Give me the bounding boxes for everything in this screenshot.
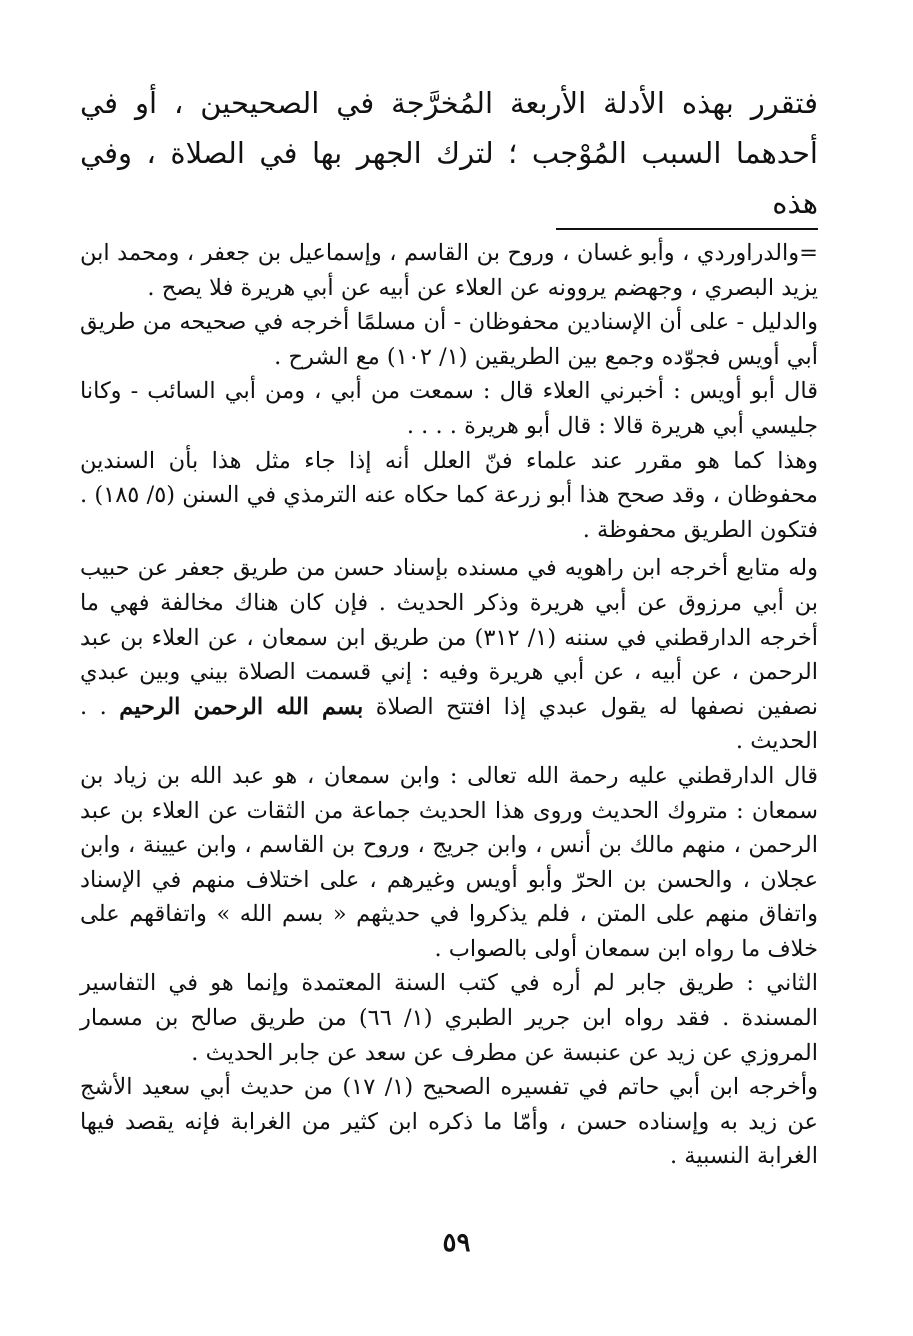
page-number: ٥٩ (442, 1228, 471, 1258)
footnote-paragraph-abu-uways: قال أبو أويس : أخبرني العلاء قال : سمعت من أبي ، ومن أبي السائب - وكانا جليسي أبي هريرة قالا : قال أبو هريرة . . . . (80, 378, 818, 439)
footnote-paragraph-narrators: =والدراوردي ، وأبو غسان ، وروح بن القاسم ، وإسماعيل بن جعفر ، ومحمد ابن يزيد البصري ، وجهضم يروونه عن العلاء عن أبيه عن أبي هريرة فلا يصح . (80, 240, 818, 301)
book-page (80, 78, 818, 1278)
footnote-paragraph-jabir: الثاني : طريق جابر لم أره في كتب السنة المعتمدة وإنما هو في التفاسير المسندة . فقد رواه ابن جرير الطبري (١/ ٦٦) من طريق صالح بن مسمار المروزي عن زيد عن عنبسة عن مطرف عن سعد عن جابر الحديث . (80, 970, 819, 1066)
footnote-paragraph-daraqutni: قال الدارقطني عليه رحمة الله تعالى : وابن سمعان ، هو عبد الله بن زياد بن سمعان : متروك الحديث وروى هذا الحديث جماعة من الثقات عن العلاء بن عبد الرحمن ، منهم مالك بن أنس ، وابن جريج ، وروح بن القاسم ، وابن عيينة ، وابن عجلان ، والحسن بن الحرّ وأبو أويس وغيرهم ، على اختلاف منهم في الإسناد واتفاق منهم على المتن ، فلم يذكروا في حديثهم « بسم الله » واتفاقهم على خلاف ما رواه ابن سمعان أولى بالصواب . (80, 762, 818, 962)
footnote-paragraph-evidence: والدليل - على أن الإسنادين محفوظان - أن مسلمًا أخرجه في صحيحه من طريق أبي أويس فجوّده وجمع بين الطريقين (١/ ١٠٢) مع الشرح . (80, 309, 818, 370)
footnotes-section (80, 236, 818, 1174)
footnote-text-before-basmala: وله متابع أخرجه ابن راهويه في مسنده بإسناد حسن من طريق جعفر عن حبيب بن أبي مرزوق عن أبي هريرة وذكر الحديث . فإن كان هناك مخالفة فهي ما أخرجه الدارقطني في سننه (١/ ٣١٢) من طريق ابن سمعان ، عن العلاء بن عبد الرحمن ، عن أبيه ، عن أبي هريرة وفيه : إني قسمت الصلاة بيني وبين عبدي نصفين نصفها له يقول عبدي إذا افتتح الصلاة (80, 555, 819, 720)
basmala-bold-text: بسم الله الرحمن الرحيم (119, 693, 364, 720)
footnote-text-after-basmala: . . الحديث . (80, 693, 818, 755)
footnote-separator-line (556, 228, 818, 230)
footnote-paragraph-mutabi (80, 551, 818, 759)
main-text-paragraph: فتقرر بهذه الأدلة الأربعة المُخرَّجة في الصحيحين ، أو في أحدهما السبب المُوْجب ؛ لترك الجهر بها في الصلاة ، وفي هذه (80, 86, 818, 220)
footnote-paragraph-ilal: وهذا كما هو مقرر عند علماء فنّ العلل أنه إذا جاء مثل هذا بأن السندين محفوظان ، وقد صحح هذا أبو زرعة كما حكاه عنه الترمذي في السنن (٥/ ١٨٥) . فتكون الطريق محفوظة . (80, 447, 818, 543)
footnote-paragraph-ibn-abi-hatim: وأخرجه ابن أبي حاتم في تفسيره الصحيح (١/ ١٧) من حديث أبي سعيد الأشج عن زيد به وإسناده حسن ، وأمّا ما ذكره ابن كثير من الغرابة فإنه يقصد فيها الغرابة النسبية . (80, 1074, 819, 1170)
